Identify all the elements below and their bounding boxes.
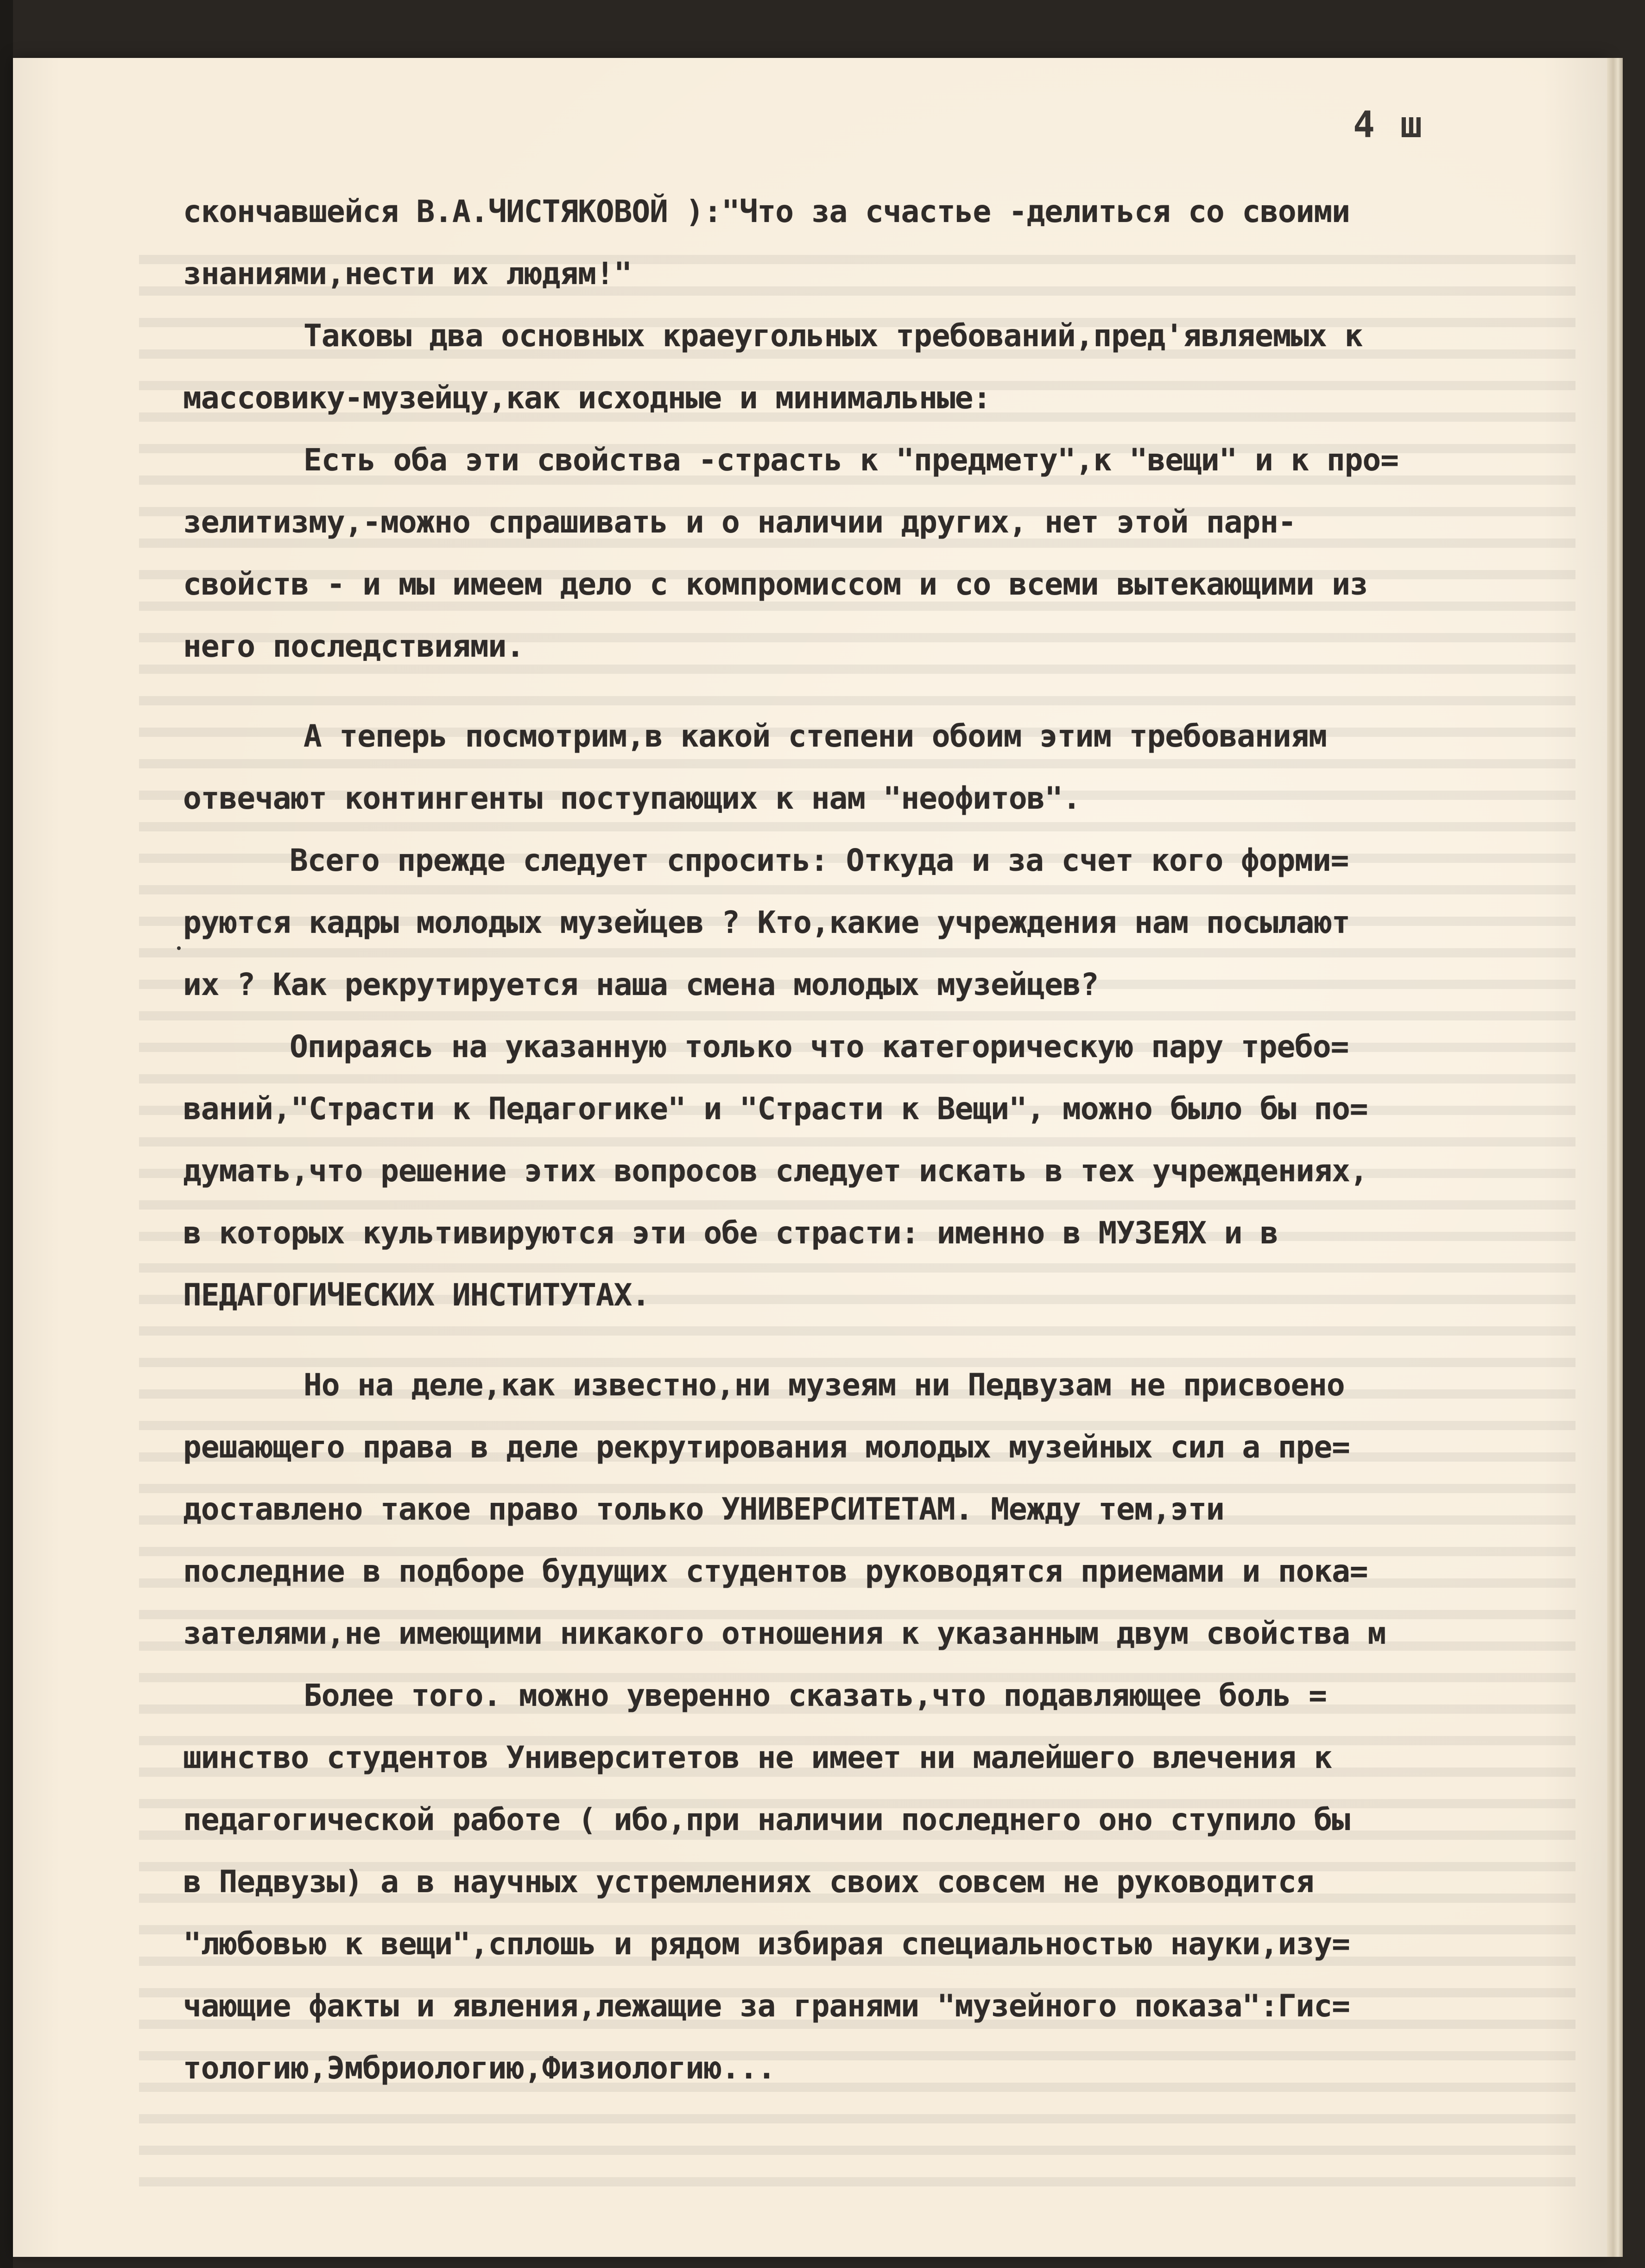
text-line: зелитизму,-можно спрашивать и о наличии других, нет этой парн- bbox=[183, 504, 1296, 540]
scan-left-border bbox=[0, 0, 13, 2268]
text-line: зателями,не имеющими никакого отношения к указанным двум свойства м bbox=[183, 1615, 1386, 1651]
text-line: скончавшейся В.А.ЧИСТЯКОВОЙ ):"Что за счастье -делиться со своими bbox=[183, 194, 1350, 229]
text-line: массовику-музейцу,как исходные и минимальные: bbox=[183, 380, 991, 416]
text-line: тологию,Эмбриологию,Физиологию... bbox=[183, 2050, 776, 2086]
text-line: свойств - и мы имеем дело с компромиссом и со всеми вытекающими из bbox=[183, 566, 1368, 602]
text-line: руются кадры молодых музейцев ? Кто,какие учреждения нам посылают bbox=[183, 905, 1350, 940]
text-line: в которых культивируются эти обе страсти: именно в МУЗЕЯХ и в bbox=[183, 1215, 1278, 1251]
text-line: Но на деле,как известно,ни музеям ни Педвузам не присвоено bbox=[304, 1367, 1345, 1403]
text-line: Более того. можно уверенно сказать,что подавляющее боль = bbox=[304, 1678, 1327, 1713]
text-line: последние в подборе будущих студентов руководятся приемами и пока= bbox=[183, 1553, 1368, 1589]
text-line: него последствиями. bbox=[183, 628, 524, 664]
text-line: чающие факты и явления,лежащие за гранями "музейного показа":Гис= bbox=[183, 1988, 1350, 2024]
text-line: доставлено такое право только УНИВЕРСИТЕТАМ. Между тем,эти bbox=[183, 1491, 1224, 1527]
ink-dot bbox=[177, 946, 181, 950]
page-number: 4 ш bbox=[1353, 104, 1424, 146]
text-line: педагогической работе ( ибо,при наличии последнего оно ступило бы bbox=[183, 1802, 1350, 1837]
text-line: их ? Как рекрутируется наша смена молодых музейцев? bbox=[183, 967, 1099, 1002]
text-line: А теперь посмотрим,в какой степени обоим этим требованиям bbox=[304, 718, 1327, 754]
text-line: Всего прежде следует спросить: Откуда и за счет кого форми= bbox=[290, 843, 1349, 878]
text-line: "любовью к вещи",сплошь и рядом избирая специальностью науки,изу= bbox=[183, 1926, 1350, 1962]
text-line: в Педвузы) а в научных устремлениях своих совсем не руководится bbox=[183, 1864, 1314, 1900]
text-line: Таковы два основных краеугольных требований,пред'являемых к bbox=[304, 318, 1363, 354]
text-line: ПЕДАГОГИЧЕСКИХ ИНСТИТУТАХ. bbox=[183, 1277, 650, 1313]
text-line: шинство студентов Университетов не имеет ни малейшего влечения к bbox=[183, 1740, 1332, 1775]
text-line: отвечают контингенты поступающих к нам "неофитов". bbox=[183, 780, 1081, 816]
text-line: ваний,"Страсти к Педагогике" и "Страсти к Вещи", можно было бы по= bbox=[183, 1091, 1368, 1127]
text-line: решающего права в деле рекрутирования молодых музейных сил а пре= bbox=[183, 1429, 1350, 1465]
text-line: Опираясь на указанную только что категорическую пару требо= bbox=[290, 1029, 1349, 1064]
text-line: думать,что решение этих вопросов следует искать в тех учреждениях, bbox=[183, 1153, 1368, 1189]
text-line: знаниями,нести их людям!" bbox=[183, 256, 632, 291]
text-line: Есть оба эти свойства -страсть к "предмету",к "вещи" и к про= bbox=[304, 442, 1398, 478]
document-body bbox=[183, 181, 1555, 2099]
page-stack-edge bbox=[1607, 58, 1623, 2257]
